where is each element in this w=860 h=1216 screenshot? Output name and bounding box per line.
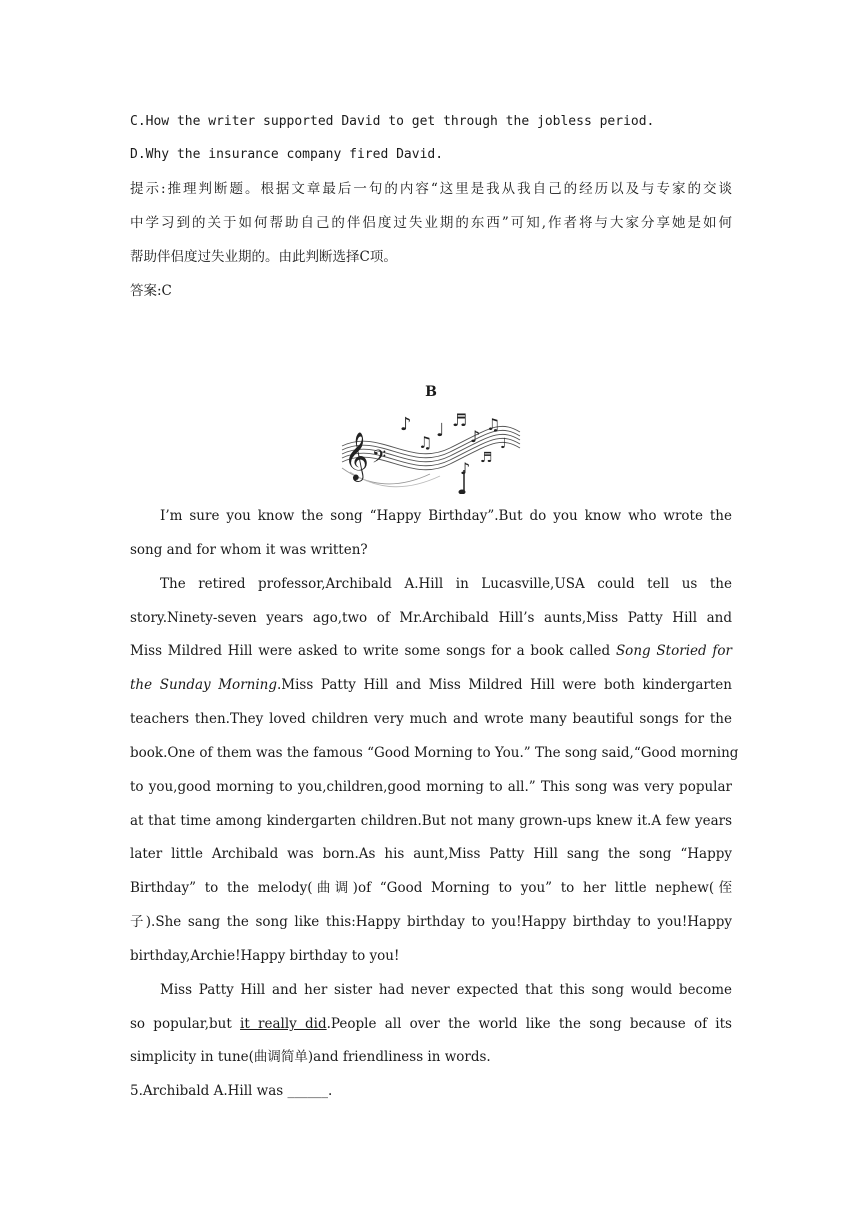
music-notes-staff-illustration xyxy=(340,408,522,494)
svg-text:♬: ♬ xyxy=(452,411,468,431)
svg-text:♩: ♩ xyxy=(500,436,507,452)
hint-line-3: 帮助伴侣度过失业期的。由此判断选择C项。 xyxy=(130,249,397,265)
p2-line-4 xyxy=(130,675,732,695)
question-5: 5.Archibald A.Hill was ______. xyxy=(130,1083,333,1099)
hint-line-2: 中学习到的关于如何帮助自己的伴侣度过失业期的东西”可知,作者将与大家分享她是如何 xyxy=(130,215,732,231)
svg-text:♪: ♪ xyxy=(400,414,412,435)
hint-line-1: 提示:推理判断题。根据文章最后一句的内容“这里是我从我自己的经历以及与专家的交谈 xyxy=(130,181,732,197)
section-heading: B xyxy=(425,384,437,400)
p1-line-1: I’m sure you know the song “Happy Birthday”.But do you know who wrote the xyxy=(160,508,732,524)
option-d: D.Why the insurance company fired David. xyxy=(130,147,444,162)
svg-text:♫: ♫ xyxy=(486,415,501,434)
p2-line-6: book.One of them was the famous “Good Morning to You.” The song said,“Good morning xyxy=(130,745,739,761)
book-title-part-1: Song Storied for xyxy=(615,643,733,659)
svg-text:♩: ♩ xyxy=(436,420,445,441)
p3-line-2 xyxy=(130,1014,732,1034)
p2-line-10: Birthday” to the melody(曲调)of “Good Morning to you” to her little nephew(侄 xyxy=(130,880,732,896)
p3-line-3: simplicity in tune(曲调简单)and friendliness in words. xyxy=(130,1049,491,1065)
p2-line-2: story.Ninety-seven years ago,two of Mr.Archibald Hill’s aunts,Miss Patty Hill and xyxy=(130,610,732,626)
p2-line-9: later little Archibald was born.As his aunt,Miss Patty Hill sang the song “Happy xyxy=(130,846,732,862)
svg-text:𝄢: 𝄢 xyxy=(372,447,387,472)
p2-line-12: birthday,Archie!Happy birthday to you! xyxy=(130,948,400,964)
p2-line-8: at that time among kindergarten children.But not many grown-ups knew it.A few years xyxy=(130,813,732,829)
option-c: C.How the writer supported David to get through the jobless period. xyxy=(130,114,655,129)
p3-line-2-rest: .People all over the world like the song because of its xyxy=(326,1016,732,1032)
p2-line-4-text: .Miss Patty Hill and Miss Mildred Hill were both kindergarten xyxy=(277,677,732,693)
p2-line-3 xyxy=(130,641,732,661)
svg-text:♪: ♪ xyxy=(460,459,471,478)
p2-line-11: 子).She sang the song like this:Happy birthday to you!Happy birthday to you!Happy xyxy=(130,914,732,930)
p2-line-3-text: Miss Mildred Hill were asked to write some songs for a book called xyxy=(130,643,616,659)
p3-line-1: Miss Patty Hill and her sister had never expected that this song would become xyxy=(160,982,732,998)
answer-line: 答案:C xyxy=(130,283,172,299)
p2-line-7: to you,good morning to you,children,good morning to all.” This song was very popular xyxy=(130,779,732,795)
svg-text:♫: ♫ xyxy=(418,433,433,452)
underlined-phrase: it really did xyxy=(240,1016,327,1032)
svg-text:♪: ♪ xyxy=(470,427,481,446)
p2-line-1: The retired professor,Archibald A.Hill in Lucasville,USA could tell us the xyxy=(160,576,732,592)
book-title-part-2: the Sunday Morning xyxy=(130,677,277,693)
svg-text:𝄞: 𝄞 xyxy=(344,431,369,480)
p2-line-5: teachers then.They loved children very much and wrote many beautiful songs for the xyxy=(130,711,732,727)
p3-line-2-text: so popular,but xyxy=(130,1016,241,1032)
p1-line-2: song and for whom it was written? xyxy=(130,542,368,558)
svg-text:♬: ♬ xyxy=(480,450,493,466)
